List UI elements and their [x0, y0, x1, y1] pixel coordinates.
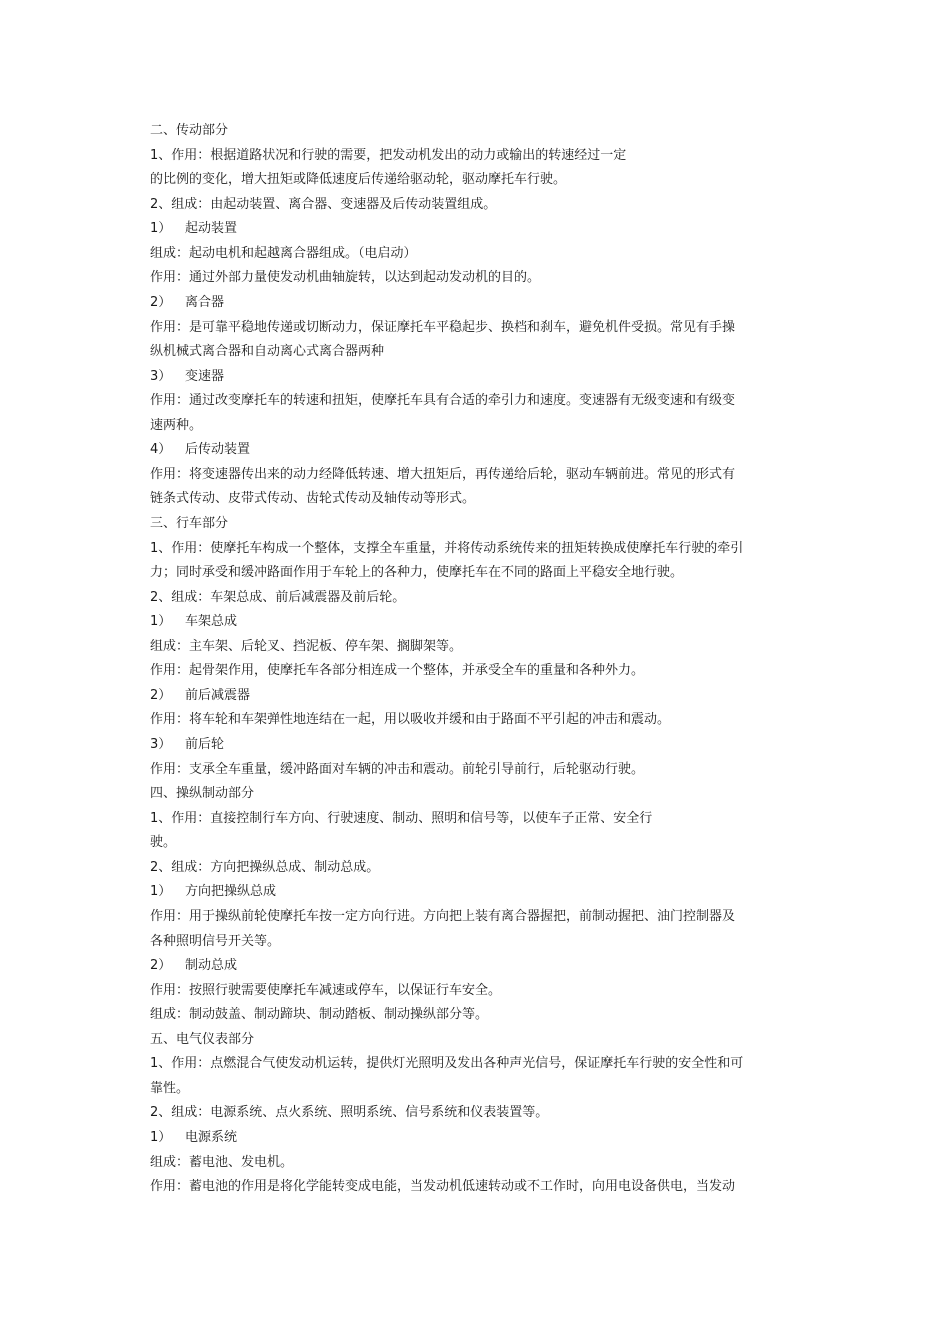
text-line: 速两种。 [150, 417, 203, 433]
subheading [150, 1129, 237, 1147]
text-line: 1、作用：直接控制行车方向、行驶速度、制动、照明和信号等，以使车子正常、安全行 [150, 810, 653, 826]
subheading [150, 220, 237, 238]
text-line: 作用：蓄电池的作用是将化学能转变成电能，当发动机低速转动或不工作时，向用电设备供电，当发动 [150, 1179, 736, 1195]
subheading-number: 4） [150, 442, 172, 458]
text-line: 力；同时承受和缓冲路面作用于车轮上的各种力，使摩托车在不同的路面上平稳安全地行驶。 [150, 565, 684, 581]
text-line: 1、作用：点燃混合气使发动机运转，提供灯光照明及发出各种声光信号，保证摩托车行驶的安全性和可 [150, 1056, 744, 1072]
subheading-number: 3） [150, 737, 172, 752]
text-line: 五、电气仪表部分 [150, 1031, 255, 1047]
subheading-number: 2） [150, 958, 172, 973]
subheading-text: 离合器 [185, 294, 225, 310]
text-line: 作用：起骨架作用，使摩托车各部分相连成一个整体，并承受全车的重量和各种外力。 [150, 663, 645, 679]
subheading-text: 车架总成 [185, 614, 238, 630]
subheading-number: 1） [150, 884, 172, 900]
text-line: 组成：蓄电池、发电机。 [150, 1154, 294, 1170]
subheading [150, 687, 250, 705]
text-line: 作用：通过改变摩托车的转速和扭矩，使摩托车具有合适的牵引力和速度。变速器有无级变速和有级变 [150, 393, 736, 409]
subheading-number: 1） [150, 221, 172, 237]
subheading [150, 368, 224, 386]
subheading-number: 2） [150, 687, 172, 703]
subheading-text: 前后轮 [185, 737, 225, 752]
text-line: 纵机械式离合器和自动离心式离合器两种 [150, 344, 385, 359]
text-line: 作用：支承全车重量，缓冲路面对车辆的冲击和震动。前轮引导前行，后轮驱动行驶。 [150, 761, 645, 777]
subheading [150, 883, 276, 901]
subheading-number: 1） [150, 1130, 172, 1145]
text-line: 驶。 [150, 835, 177, 851]
text-line: 链条式传动、皮带式传动、齿轮式传动及轴传动等形式。 [150, 491, 476, 507]
text-line: 作用：按照行驶需要使摩托车减速或停车，以保证行车安全。 [150, 982, 502, 998]
subheading-text: 起动装置 [185, 221, 238, 237]
text-line: 2、组成：车架总成、前后减震器及前后轮。 [150, 589, 406, 605]
subheading-text: 方向把操纵总成 [185, 884, 277, 900]
subheading-number: 3） [150, 368, 172, 384]
text-line: 的比例的变化，增大扭矩或降低速度后传递给驱动轮，驱动摩托车行驶。 [150, 172, 567, 188]
text-line: 作用：将变速器传出来的动力经降低转速、增大扭矩后，再传递给后轮，驱动车辆前进。常见的形式有 [150, 466, 736, 482]
text-line: 四、操纵制动部分 [150, 786, 255, 802]
text-line: 三、行车部分 [150, 516, 229, 531]
subheading-text: 电源系统 [185, 1130, 238, 1145]
subheading-text: 变速器 [185, 368, 225, 384]
subheading [150, 294, 224, 312]
text-line: 作用：通过外部力量使发动机曲轴旋转，以达到起动发动机的目的。 [150, 270, 541, 286]
subheading [150, 613, 237, 631]
subheading-text: 制动总成 [185, 958, 238, 973]
text-line: 1、作用：根据道路状况和行驶的需要，把发动机发出的动力或输出的转速经过一定 [150, 147, 627, 163]
text-line: 作用：用于操纵前轮使摩托车按一定方向行进。方向把上装有离合器握把，前制动握把、油门控制器及 [150, 908, 736, 924]
subheading-number: 1） [150, 614, 172, 630]
subheading [150, 736, 224, 754]
text-line: 2、组成：方向把操纵总成、制动总成。 [150, 859, 380, 875]
subheading [150, 957, 237, 975]
subheading-text: 后传动装置 [185, 442, 251, 458]
text-line: 组成：制动鼓盖、制动蹄块、制动踏板、制动操纵部分等。 [150, 1007, 489, 1023]
text-line: 2、组成：电源系统、点火系统、照明系统、信号系统和仪表装置等。 [150, 1105, 549, 1121]
text-line: 二、传动部分 [150, 123, 229, 138]
text-line: 各种照明信号开关等。 [150, 933, 281, 949]
text-line: 1、作用：使摩托车构成一个整体，支撑全车重量，并将传动系统传来的扭矩转换成使摩托车行驶的牵引 [150, 540, 744, 556]
text-line: 作用：将车轮和车架弹性地连结在一起，用以吸收并缓和由于路面不平引起的冲击和震动。 [150, 712, 671, 728]
text-line: 作用：是可靠平稳地传递或切断动力，保证摩托车平稳起步、换档和刹车，避免机件受损。常见有手操 [150, 319, 736, 335]
text-line: 靠性。 [150, 1080, 190, 1096]
text-line: 组成：起动电机和起越离合器组成。（电启动） [150, 245, 417, 261]
subheading-text: 前后减震器 [185, 687, 251, 703]
subheading-number: 2） [150, 294, 172, 310]
text-line: 组成：主车架、后轮叉、挡泥板、停车架、搁脚架等。 [150, 638, 463, 654]
subheading [150, 441, 250, 459]
text-line: 2、组成：由起动装置、离合器、变速器及后传动装置组成。 [150, 196, 497, 212]
